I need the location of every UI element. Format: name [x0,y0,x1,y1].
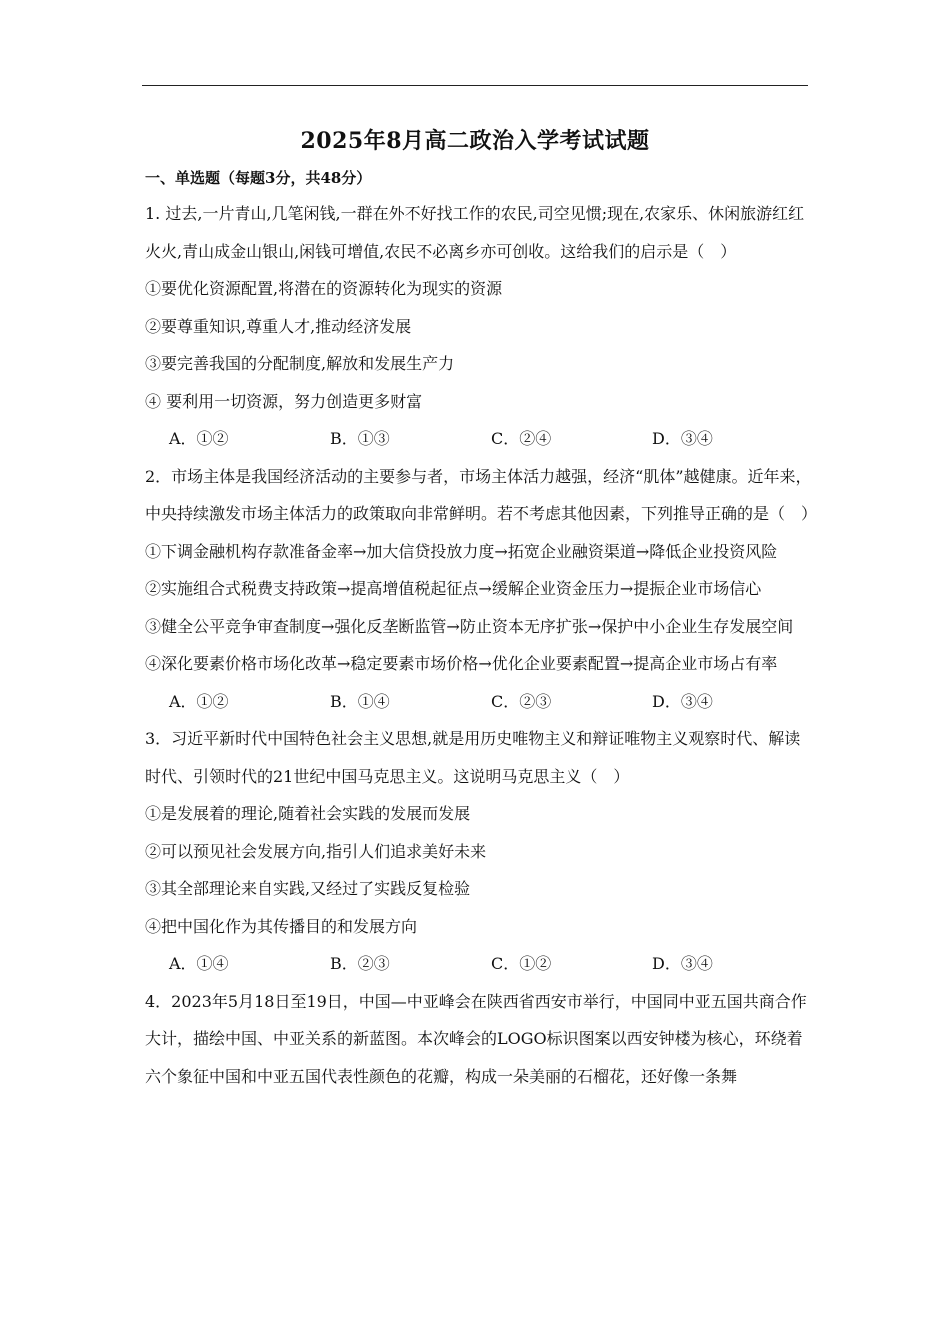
option-a[interactable]: A．①② [169,691,229,711]
question-stem: 1. 过去,一片青山,几笔闲钱,一群在外不好找工作的农民,司空见惯;现在,农家乐、休闲旅游红红火火,青山成金山银山,闲钱可增值,农民不必离乡亦可创收。这给我们的启示是（ ） [145,204,805,261]
header-rule [142,85,808,86]
statement-item: ④深化要素价格市场化改革→稳定要素市场价格→优化企业要素配置→提高企业市场占有率 [145,654,778,673]
answer-options [145,945,815,983]
statement-item: ③其全部理论来自实践,又经过了实践反复检验 [145,879,471,898]
questions-list [145,195,818,1095]
option-d[interactable]: D．③④ [652,954,713,973]
statement-item: ③健全公平竞争审查制度→强化反垄断监管→防止资本无序扩张→保护中小企业生存发展空间 [145,616,794,636]
option-c[interactable]: C．①② [491,954,552,973]
option-a[interactable]: A．①④ [169,954,229,973]
option-a[interactable]: A．①② [169,429,229,448]
page-title: 2025年8月高二政治入学考试试题 [300,128,650,154]
section-heading: 一、单选题（每题3分，共48分） [145,169,372,187]
option-d[interactable]: D．③④ [652,429,713,448]
question-1 [145,195,815,458]
option-b[interactable]: B．①③ [330,429,390,448]
statement-item: ②可以预见社会发展方向,指引人们追求美好未来 [145,841,487,861]
question-2 [145,458,818,721]
statement-item: ①下调金融机构存款准备金率→加大信贷投放力度→拓宽企业融资渠道→降低企业投资风险 [145,541,778,561]
statement-item: ①要优化资源配置,将潜在的资源转化为现实的资源 [145,279,503,298]
question-stem: 2．市场主体是我国经济活动的主要参与者，市场主体活力越强，经济“肌体”越健康。近年来，中央持续激发市场主体活力的政策取向非常鲜明。若不考虑其他因素，下列推导正确的是（ ） [145,466,818,523]
statement-item: ①是发展着的理论,随着社会实践的发展而发展 [145,804,471,823]
statement-item: ④ 要利用一切资源，努力创造更多财富 [145,391,423,411]
answer-options [145,683,815,721]
statement-item: ④把中国化作为其传播目的和发展方向 [145,916,418,936]
option-c[interactable]: C．②④ [491,429,552,448]
statement-item: ③要完善我国的分配制度,解放和发展生产力 [145,354,455,373]
answer-options [145,420,815,458]
statement-item: ②要尊重知识,尊重人才,推动经济发展 [145,316,412,336]
question-stem: 3．习近平新时代中国特色社会主义思想,就是用历史唯物主义和辩证唯物主义观察时代、解读时代、引领时代的21世纪中国马克思主义。这说明马克思主义（ ） [145,729,801,786]
question-3 [145,720,815,983]
statement-item: ②实施组合式税费支持政策→提高增值税起征点→缓解企业资金压力→提振企业市场信心 [145,579,762,598]
option-b[interactable]: B．①④ [330,691,390,711]
question-stem: 4．2023年5月18日至19日，中国—中亚峰会在陕西省西安市举行，中国同中亚五国共商合作大计，描绘中国、中亚关系的新蓝图。本次峰会的LOGO标识图案以西安钟楼为核心，环绕着六个象征中国和中亚五国代表性颜色的花瓣，构成一朵美丽的石榴花，还好像一条舞 [145,991,807,1086]
option-c[interactable]: C．②③ [491,691,552,711]
option-b[interactable]: B．②③ [330,954,390,973]
option-d[interactable]: D．③④ [652,691,713,711]
question-4 [145,983,815,1096]
